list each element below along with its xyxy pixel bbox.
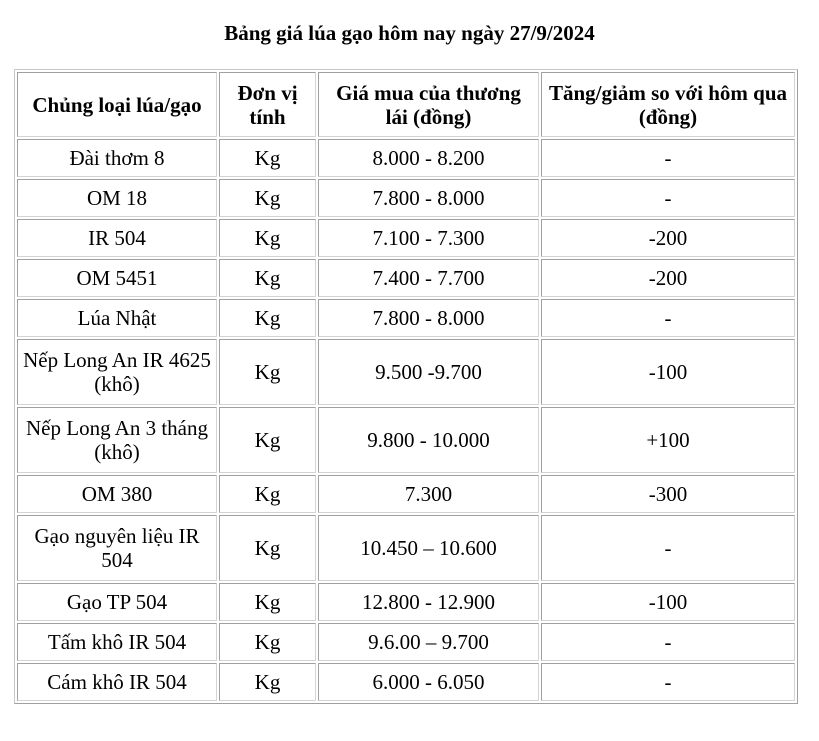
cell-variety: IR 504	[17, 219, 217, 257]
cell-change: -200	[541, 259, 795, 297]
cell-variety: Cám khô IR 504	[17, 663, 217, 701]
cell-price: 7.800 - 8.000	[318, 299, 539, 337]
cell-unit: Kg	[219, 583, 316, 621]
cell-unit: Kg	[219, 299, 316, 337]
table-row	[17, 583, 795, 621]
header-price: Giá mua của thương lái (đồng)	[318, 72, 539, 137]
table-row	[17, 179, 795, 217]
cell-price: 6.000 - 6.050	[318, 663, 539, 701]
cell-price: 7.800 - 8.000	[318, 179, 539, 217]
cell-unit: Kg	[219, 407, 316, 473]
cell-change: -100	[541, 339, 795, 405]
cell-price: 9.500 -9.700	[318, 339, 539, 405]
cell-variety: Đài thơm 8	[17, 139, 217, 177]
table-header-row	[17, 72, 795, 137]
cell-variety: Lúa Nhật	[17, 299, 217, 337]
cell-price: 7.300	[318, 475, 539, 513]
cell-change: -	[541, 515, 795, 581]
rice-price-table	[14, 69, 798, 704]
table-row	[17, 139, 795, 177]
cell-price: 7.400 - 7.700	[318, 259, 539, 297]
table-row	[17, 219, 795, 257]
cell-change: -	[541, 623, 795, 661]
table-row	[17, 339, 795, 405]
cell-unit: Kg	[219, 339, 316, 405]
table-row	[17, 299, 795, 337]
cell-variety: OM 18	[17, 179, 217, 217]
cell-variety: OM 5451	[17, 259, 217, 297]
cell-change: -	[541, 179, 795, 217]
cell-variety: Gạo nguyên liệu IR 504	[17, 515, 217, 581]
header-unit: Đơn vị tính	[219, 72, 316, 137]
cell-price: 10.450 – 10.600	[318, 515, 539, 581]
cell-price: 12.800 - 12.900	[318, 583, 539, 621]
table-row	[17, 475, 795, 513]
cell-price: 9.6.00 – 9.700	[318, 623, 539, 661]
cell-change: -	[541, 299, 795, 337]
cell-unit: Kg	[219, 219, 316, 257]
cell-unit: Kg	[219, 515, 316, 581]
cell-change: -100	[541, 583, 795, 621]
cell-change: +100	[541, 407, 795, 473]
header-change: Tăng/giảm so với hôm qua (đồng)	[541, 72, 795, 137]
table-row	[17, 259, 795, 297]
table-row	[17, 663, 795, 701]
cell-change: -300	[541, 475, 795, 513]
header-variety: Chủng loại lúa/gạo	[17, 72, 217, 137]
cell-variety: Nếp Long An 3 tháng (khô)	[17, 407, 217, 473]
cell-variety: Tấm khô IR 504	[17, 623, 217, 661]
cell-price: 7.100 - 7.300	[318, 219, 539, 257]
cell-variety: Gạo TP 504	[17, 583, 217, 621]
cell-price: 8.000 - 8.200	[318, 139, 539, 177]
cell-variety: OM 380	[17, 475, 217, 513]
cell-variety: Nếp Long An IR 4625 (khô)	[17, 339, 217, 405]
cell-change: -	[541, 663, 795, 701]
cell-unit: Kg	[219, 259, 316, 297]
table-row	[17, 623, 795, 661]
cell-unit: Kg	[219, 663, 316, 701]
table-row	[17, 515, 795, 581]
cell-unit: Kg	[219, 139, 316, 177]
cell-change: -200	[541, 219, 795, 257]
cell-change: -	[541, 139, 795, 177]
cell-unit: Kg	[219, 179, 316, 217]
table-row	[17, 407, 795, 473]
cell-unit: Kg	[219, 475, 316, 513]
cell-price: 9.800 - 10.000	[318, 407, 539, 473]
page-title: Bảng giá lúa gạo hôm nay ngày 27/9/2024	[224, 21, 595, 45]
cell-unit: Kg	[219, 623, 316, 661]
